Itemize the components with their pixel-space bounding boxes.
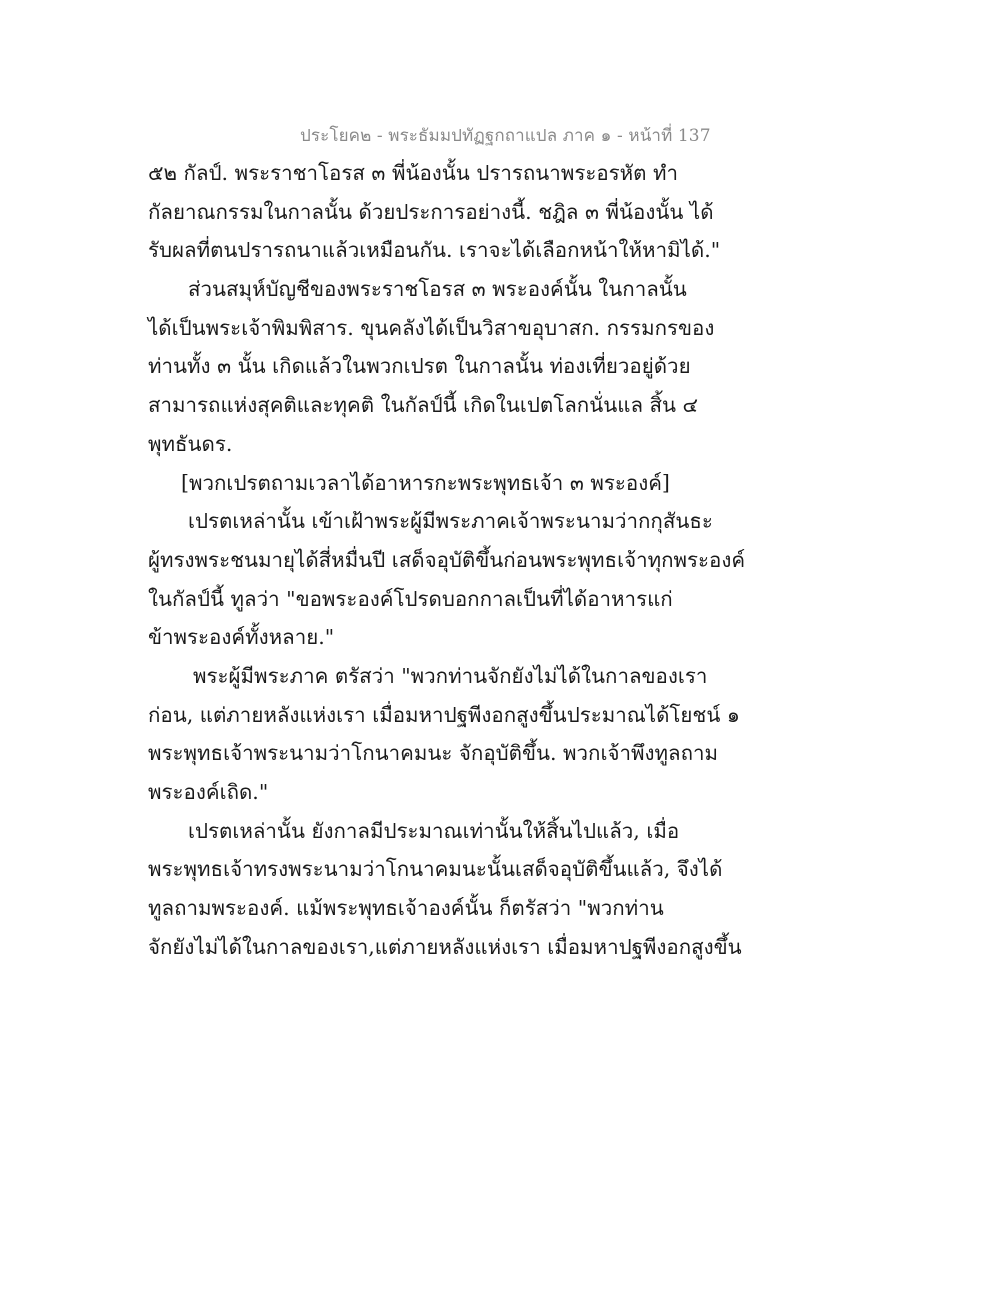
text-line: ท่านทั้ง ๓ นั้น เกิดแล้วในพวกเปรต ในกาลนั้น ท่องเที่ยวอยู่ด้วย <box>148 354 691 379</box>
text-line: จักยังไม่ได้ในกาลของเรา,แต่ภายหลังแห่งเรา เมื่อมหาปฐพีงอกสูงขึ้น <box>148 934 742 959</box>
paragraph-start-line: เปรตเหล่านั้น ยังกาลมีประมาณเท่านั้นให้สิ้นไปแล้ว, เมื่อ <box>188 818 680 843</box>
text-line: ก่อน, แต่ภายหลังแห่งเรา เมื่อมหาปฐพีงอกสูงขึ้นประมาณได้โยชน์ ๑ <box>148 702 740 727</box>
text-line: ๕๒ กัลป์. พระราชาโอรส ๓ พี่น้องนั้น ปรารถนาพระอรหัต ทำ <box>148 161 679 185</box>
paragraph-start-line: เปรตเหล่านั้น เข้าเฝ้าพระผู้มีพระภาคเจ้าพระนามว่ากกุสันธะ <box>188 509 713 534</box>
text-line: พระพุทธเจ้าพระนามว่าโกนาคมนะ จักอุบัติขึ้น. พวกเจ้าพึงทูลถาม <box>148 741 719 766</box>
text-line: ผู้ทรงพระชนมายุได้สี่หมื่นปี เสด็จอุบัติขึ้นก่อนพระพุทธเจ้าทุกพระองค์ <box>148 547 746 572</box>
text-line: พระองค์เถิด." <box>148 780 269 804</box>
text-line: กัลยาณกรรมในกาลนั้น ด้วยประการอย่างนี้. ชฎิล ๓ พี่น้องนั้น ได้ <box>148 199 714 224</box>
text-line: พุทธันดร. <box>148 431 233 456</box>
text-line: ทูลถามพระองค์. แม้พระพุทธเจ้าองค์นั้น ก็ตรัสว่า "พวกท่าน <box>148 896 664 921</box>
text-line: พระพุทธเจ้าทรงพระนามว่าโกนาคมนะนั้นเสด็จอุบัติขึ้นแล้ว, จึงได้ <box>148 857 723 882</box>
text-line: ข้าพระองค์ทั้งหลาย." <box>148 625 335 650</box>
section-heading: [พวกเปรตถามเวลาได้อาหารกะพระพุทธเจ้า ๓ พระองค์] <box>181 470 670 495</box>
paragraph-start-line: ส่วนสมุห์บัญชีของพระราชโอรส ๓ พระองค์นั้น ในกาลนั้น <box>188 277 687 302</box>
text-line: ในกัลป์นี้ ทูลว่า "ขอพระองค์โปรดบอกกาลเป็นที่ได้อาหารแก่ <box>148 586 673 611</box>
running-header: ประโยค๒ - พระธัมมปทัฏฐกถาแปล ภาค ๑ - หน้าที่ 137 <box>300 126 711 146</box>
text-line: สามารถแห่งสุคติและทุคติ ในกัลป์นี้ เกิดในเปตโลกนั่นแล สิ้น ๔ <box>148 393 699 418</box>
text-line: รับผลที่ตนปรารถนาแล้วเหมือนกัน. เราจะได้เลือกหน้าให้หามิได้." <box>148 238 721 263</box>
text-line: ได้เป็นพระเจ้าพิมพิสาร. ขุนคลังได้เป็นวิสาขอุบาสก. กรรมกรของ <box>148 315 715 340</box>
paragraph-start-line: พระผู้มีพระภาค ตรัสว่า "พวกท่านจักยังไม่ได้ในกาลของเรา <box>193 663 708 688</box>
body-text <box>148 154 746 966</box>
